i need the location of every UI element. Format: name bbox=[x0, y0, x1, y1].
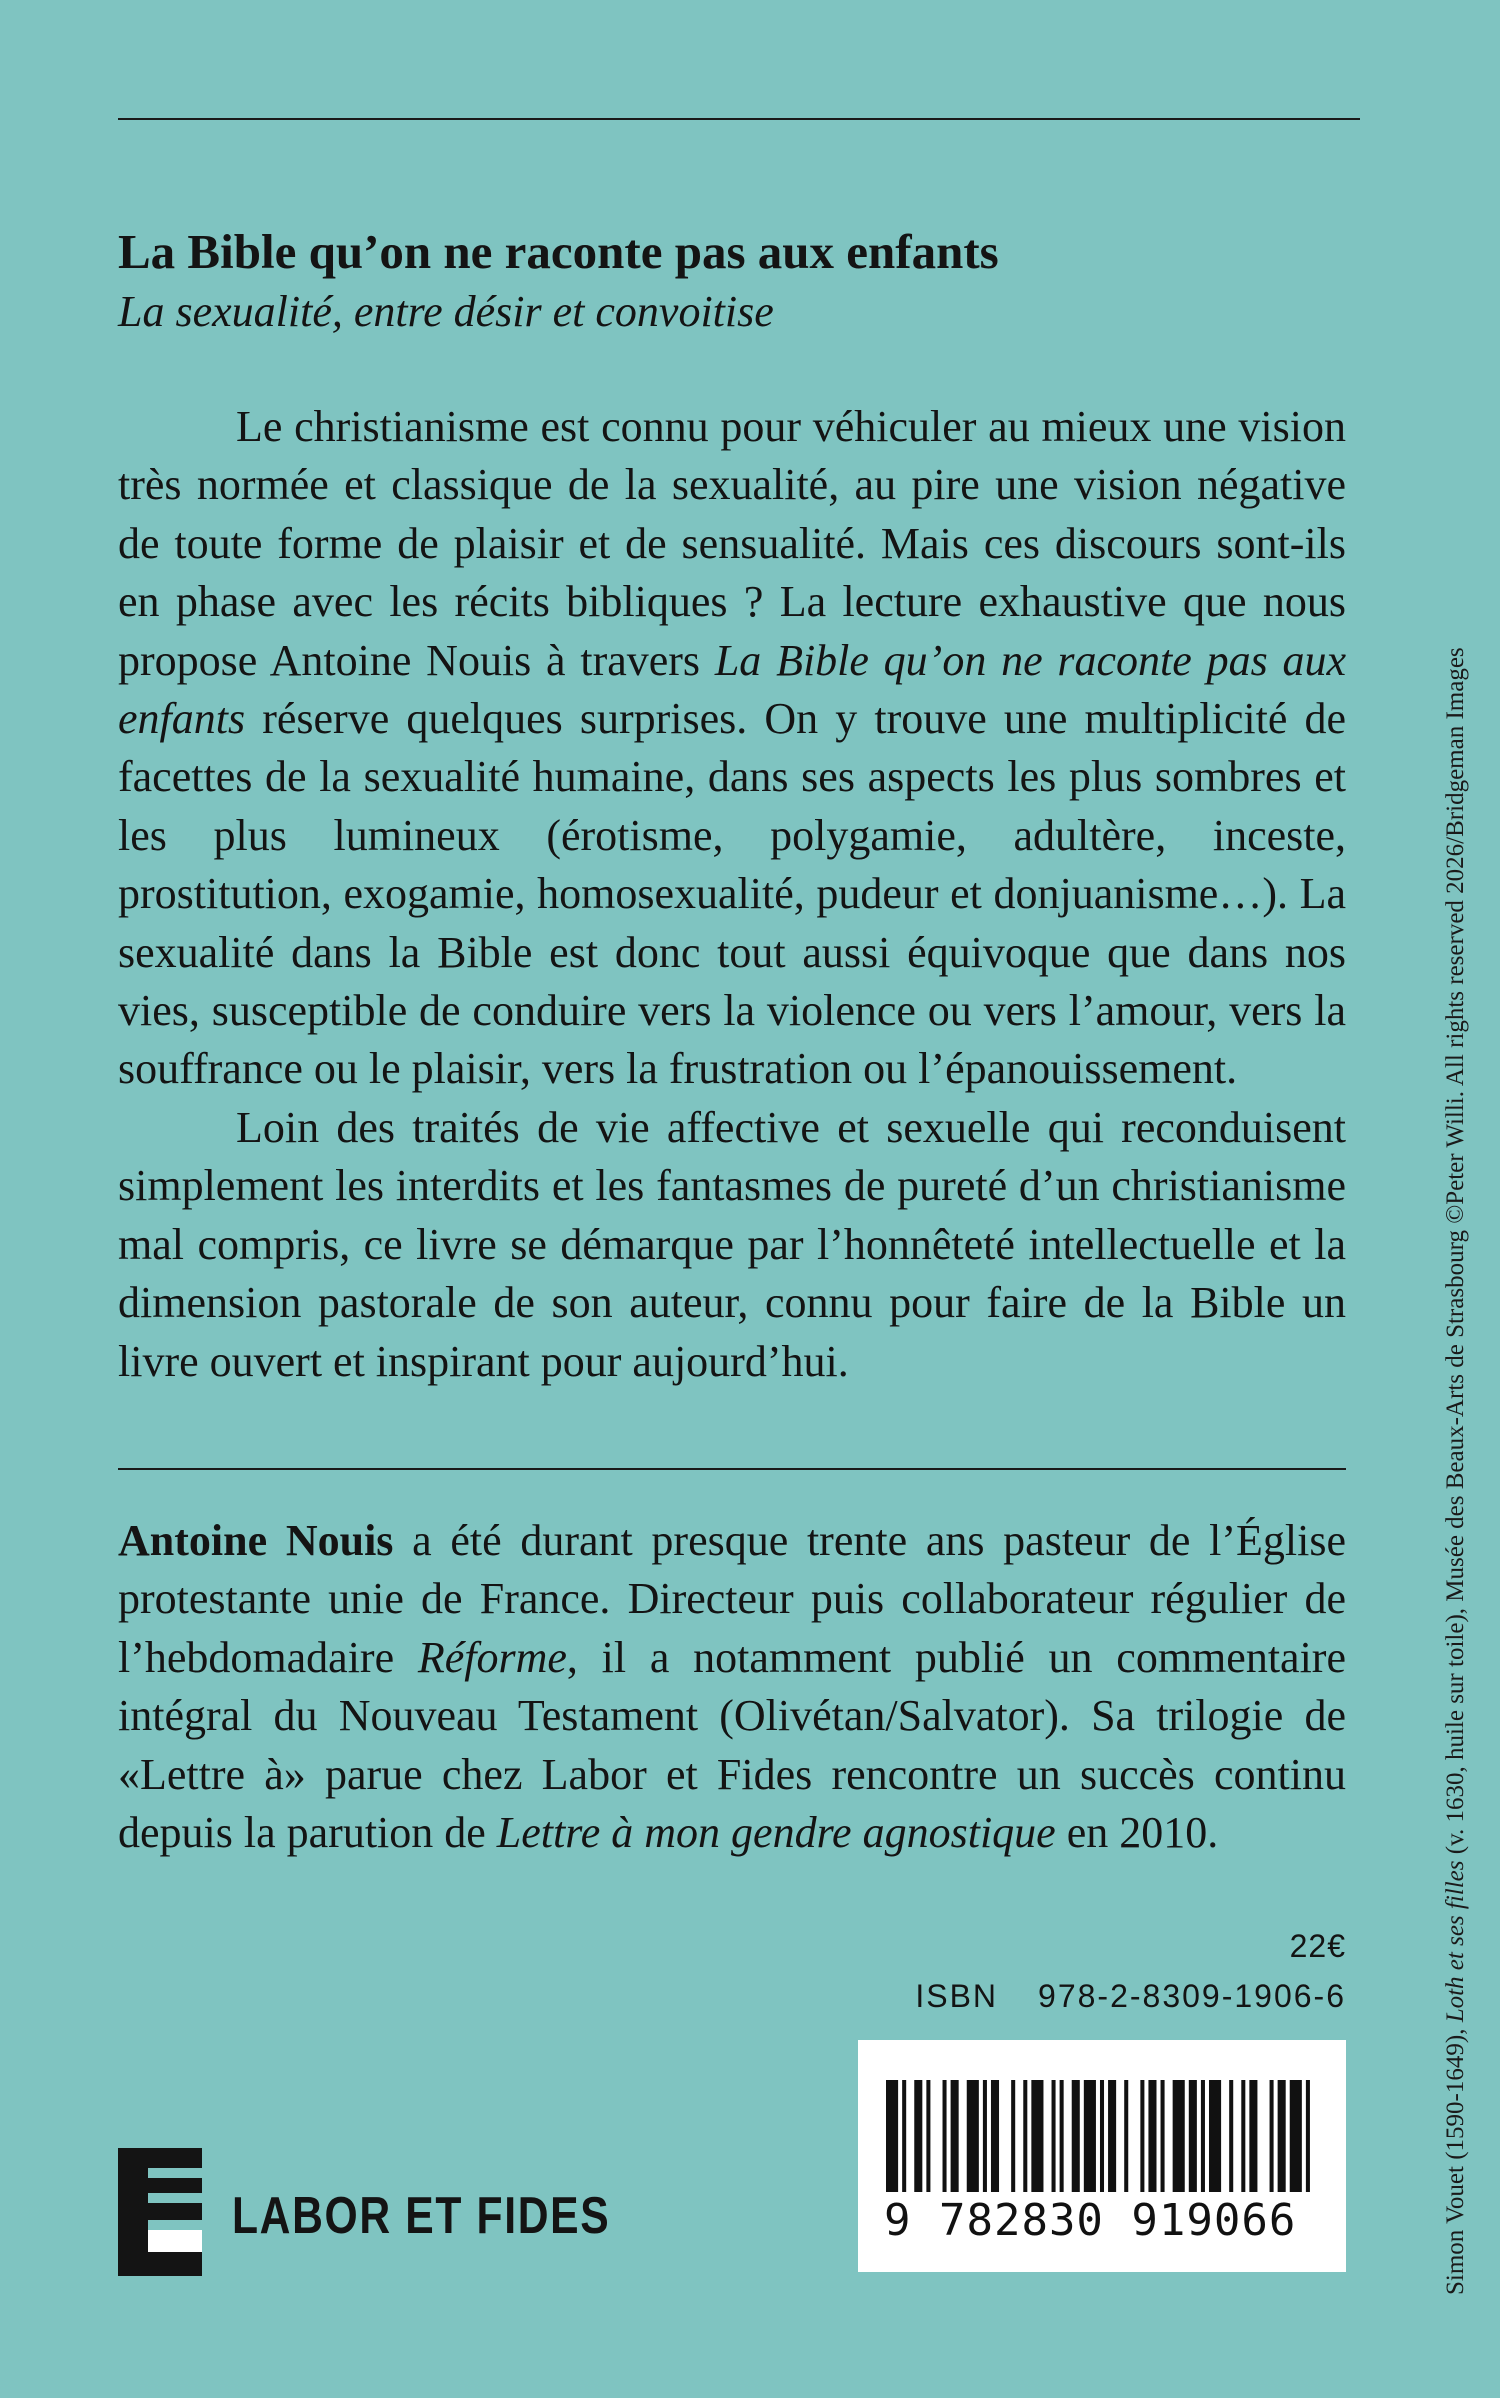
barcode-bar bbox=[1052, 2080, 1056, 2192]
barcode bbox=[858, 2040, 1346, 2272]
price: 22€ bbox=[1289, 1928, 1346, 1964]
author-bio-periodical: Réforme bbox=[417, 1632, 567, 1682]
barcode-bar bbox=[914, 2080, 922, 2192]
barcode-bar bbox=[926, 2080, 930, 2192]
barcode-bar bbox=[1290, 2080, 1302, 2192]
barcode-bar bbox=[983, 2080, 987, 2192]
barcode-bar bbox=[967, 2080, 979, 2192]
barcode-bar bbox=[1060, 2080, 1064, 2192]
barcode-bar bbox=[1031, 2080, 1043, 2192]
barcode-bar bbox=[1023, 2080, 1027, 2192]
barcode-bar bbox=[1100, 2080, 1104, 2192]
author-bio-text: en 2010. bbox=[1055, 1808, 1219, 1858]
blurb-paragraph-2: Loin des traités de vie affective et sexuelle qui reconduisent simplement les interdits et les fantasmes de pureté d’un christianisme mal compris, ce livre se démarque par l’honnêteté intellectuelle et la dimension pastorale de son auteur, connu pour faire de la Bible un livre ouvert et inspirant pour aujourd’hui. bbox=[118, 1102, 1346, 1386]
image-credit bbox=[1441, 647, 1471, 2295]
blurb-text: réserve quelques surprises. On y trouve une multiplicité de facettes de la sexualité humaine, dans ses aspects les plus sombres et les plus lumineux (érotisme, polygamie, adultère, inceste, prostitution, exogamie, homosexualité, pudeur et donjuanisme…). La sexualité dans la Bible est donc tout aussi équivoque que dans nos vies, susceptible de conduire vers la violence ou vers l’amour, vers la souffrance ou le plaisir, vers la frustration ou l’épanouissement. bbox=[118, 694, 1346, 1094]
barcode-bar bbox=[1249, 2080, 1257, 2192]
publisher-logo-icon bbox=[118, 2148, 202, 2276]
author-bio-text: a été durant presque trente ans pasteur de l’Église protestante unie de France. Directeur puis collaborateur régulier de l’hebdomadaire bbox=[118, 1516, 1347, 1682]
barcode-digits: 9 782830 919066 bbox=[884, 2195, 1297, 2246]
barcode-bar bbox=[1306, 2080, 1310, 2192]
barcode-bar bbox=[1011, 2080, 1015, 2192]
blurb-paragraph-1 bbox=[118, 398, 1346, 1099]
credit-text: Simon Vouet (1590-1649), bbox=[1442, 2022, 1469, 2295]
middle-divider bbox=[118, 1468, 1346, 1470]
isbn-label: ISBN bbox=[915, 1978, 999, 2014]
credit-artwork-title: Loth et ses filles bbox=[1442, 1860, 1469, 2023]
author-name: Antoine Nouis bbox=[118, 1516, 394, 1565]
barcode-bar bbox=[1270, 2080, 1274, 2192]
barcode-bars bbox=[886, 2080, 1318, 2192]
author-bio bbox=[118, 1512, 1346, 1862]
blurb-book-title: La Bible qu’on ne raconte pas aux enfants bbox=[118, 635, 1346, 744]
barcode-bar bbox=[1278, 2080, 1286, 2192]
barcode-bar bbox=[1229, 2080, 1233, 2192]
top-divider bbox=[118, 118, 1360, 120]
author-bio-text: , il a notamment publié un commentaire intégral du Nouveau Testament (Olivétan/Salvator). Sa trilogie de «Lettre à» parue chez Labor et Fides rencontre un succès continu depuis la parution de bbox=[118, 1632, 1346, 1858]
barcode-bar bbox=[1084, 2080, 1096, 2192]
barcode-bar bbox=[1124, 2080, 1128, 2192]
credit-text: (v. 1630, huile sur toile), Musée des Beaux-Arts de Strasbourg ©Peter Willi. All rights reserved 2026/Bridgeman Images bbox=[1442, 647, 1469, 1861]
author-bio-book: Lettre à mon gendre agnostique bbox=[496, 1808, 1056, 1858]
barcode-bar bbox=[1108, 2080, 1116, 2192]
barcode-bar bbox=[951, 2080, 959, 2192]
barcode-bar bbox=[886, 2080, 898, 2192]
barcode-bar bbox=[1072, 2080, 1080, 2192]
book-title: La Bible qu’on ne raconte pas aux enfants bbox=[118, 224, 999, 279]
barcode-bar bbox=[1209, 2080, 1221, 2192]
barcode-bar bbox=[1241, 2080, 1245, 2192]
isbn bbox=[915, 1976, 1346, 2016]
barcode-bar bbox=[902, 2080, 906, 2192]
isbn-number: 978-2-8309-1906-6 bbox=[1038, 1978, 1346, 2014]
barcode-bar bbox=[991, 2080, 999, 2192]
publisher-name: LABOR ET FIDES bbox=[232, 2187, 611, 2245]
barcode-bar bbox=[1189, 2080, 1197, 2192]
barcode-bar bbox=[1201, 2080, 1205, 2192]
barcode-bar bbox=[1161, 2080, 1165, 2192]
barcode-bar bbox=[1173, 2080, 1185, 2192]
barcode-bar bbox=[943, 2080, 947, 2192]
book-subtitle: La sexualité, entre désir et convoitise bbox=[118, 287, 774, 336]
barcode-bar bbox=[1148, 2080, 1156, 2192]
blurb-text: Le christianisme est connu pour véhiculer au mieux une vision très normée et classique de la sexualité, au pire une vision négative de toute forme de plaisir et de sensualité. Mais ces discours sont-ils en phase avec les récits bibliques ? La lecture exhaustive que nous propose Antoine Nouis à travers bbox=[118, 402, 1346, 685]
back-cover-blurb bbox=[118, 398, 1346, 1391]
barcode-bar bbox=[1140, 2080, 1144, 2192]
